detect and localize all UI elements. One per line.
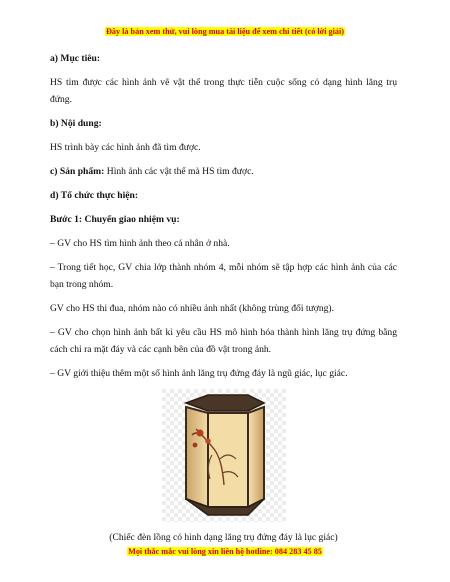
section-a-heading: a) Mục tiêu: — [50, 53, 101, 64]
document-body — [50, 50, 397, 555]
section-b-text: HS trình bày các hình ảnh đã tìm được. — [50, 142, 201, 153]
list-item: – Trong tiết học, GV chia lớp thành nhóm 4, mỗi nhóm sẽ tập hợp các hình ảnh của các bạn trong nhóm. — [50, 262, 397, 290]
list-item: – GV cho HS tìm hình ảnh theo cá nhân ở nhà. — [50, 238, 230, 249]
header-notice: Đây là bản xem thử, vui lòng mua tài liệu để xem chi tiết (có lời giải) — [105, 27, 344, 36]
list-item: GV cho HS thi đua, nhóm nào có nhiều ảnh nhất (không trùng đối tượng). — [50, 303, 335, 314]
footer-notice: Mọi thắc mắc vui lòng xin liên hệ hotline: 084 283 45 85 — [128, 547, 322, 556]
lantern-image — [162, 389, 286, 522]
section-c-text: Hình ảnh các vật thể mà HS tìm được. — [104, 166, 254, 177]
figure-caption: (Chiếc đèn lồng có hình dạng lăng trụ đứng đáy là lục giác) — [109, 532, 338, 543]
list-item: – GV giới thiệu thêm một số hình ảnh lăng trụ đứng đáy là ngũ giác, lục giác. — [50, 368, 348, 379]
lantern-figure — [50, 389, 397, 522]
step-1-heading: Bước 1: Chuyển giao nhiệm vụ: — [50, 214, 180, 225]
section-c-heading: c) Sản phẩm: — [50, 166, 105, 177]
section-c — [50, 163, 397, 180]
section-d-heading: d) Tổ chức thực hiện: — [50, 190, 139, 201]
section-a-text: HS tìm được các hình ảnh vẽ vật thể trong thực tiễn cuộc sống có dạng hình lăng trụ đứng. — [50, 77, 397, 105]
section-b-heading: b) Nội dung: — [50, 118, 102, 129]
list-item: – GV cho chọn hình ảnh bất kì yêu cầu HS mô hình hóa thành hình lăng trụ đứng bằng cách chỉ ra mặt đáy và các cạnh bên của đồ vật trong ảnh. — [50, 327, 397, 355]
